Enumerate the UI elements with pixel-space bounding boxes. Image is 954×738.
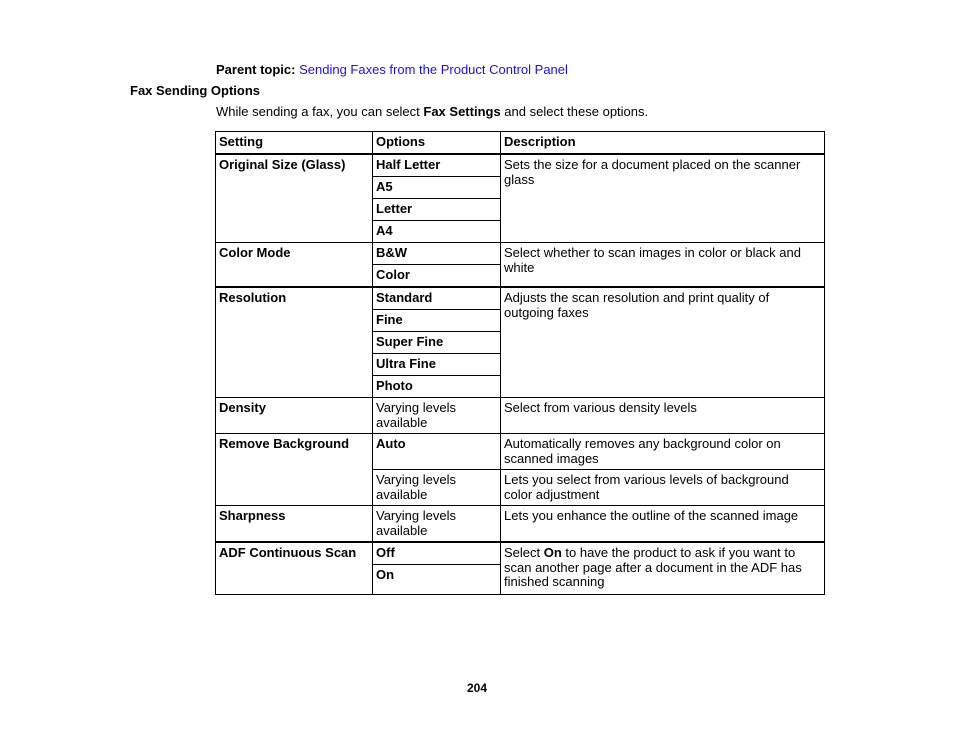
option-cell: Fine [373,310,501,332]
setting-remove-background: Remove Background [216,434,373,506]
adf-desc-after: to have the product to ask if you want to scan another page after a document in the ADF has finished scanning [504,545,802,589]
description-cell [501,542,825,595]
option-cell: Letter [373,199,501,221]
option-cell: Super Fine [373,332,501,354]
option-cell: B&W [373,243,501,265]
adf-desc-bold: On [543,545,562,560]
table-row [216,434,825,470]
parent-topic-label: Parent topic: [216,62,296,77]
table-row [216,506,825,543]
description-cell: Lets you enhance the outline of the scanned image [501,506,825,543]
setting-resolution: Resolution [216,287,373,398]
option-cell: A5 [373,177,501,199]
setting-sharpness: Sharpness [216,506,373,543]
setting-adf-continuous-scan: ADF Continuous Scan [216,542,373,595]
description-cell: Select whether to scan images in color or black and white [501,243,825,288]
table-row [216,398,825,434]
section-title: Fax Sending Options [130,83,261,98]
option-cell: Auto [373,434,501,470]
option-cell: Photo [373,376,501,398]
option-cell: On [373,565,501,595]
table-row [216,542,825,565]
intro-before: While sending a fax, you can select [216,104,424,119]
setting-density: Density [216,398,373,434]
header-setting: Setting [216,132,373,155]
option-cell: Varying levels available [373,470,501,506]
option-cell: Off [373,542,501,565]
table-header-row [216,132,825,155]
option-cell: Ultra Fine [373,354,501,376]
option-cell: Standard [373,287,501,310]
intro-text [216,104,648,120]
option-cell: A4 [373,221,501,243]
header-description: Description [501,132,825,155]
header-options: Options [373,132,501,155]
description-cell: Automatically removes any background color on scanned images [501,434,825,470]
table-row [216,243,825,265]
page-number: 204 [466,681,488,695]
fax-options-table [215,131,825,595]
setting-color-mode: Color Mode [216,243,373,288]
option-cell: Varying levels available [373,398,501,434]
description-cell: Sets the size for a document placed on the scanner glass [501,154,825,243]
option-cell: Varying levels available [373,506,501,543]
option-cell: Half Letter [373,154,501,177]
description-cell: Adjusts the scan resolution and print quality of outgoing faxes [501,287,825,398]
intro-bold: Fax Settings [423,104,501,119]
table-row [216,287,825,310]
option-cell: Color [373,265,501,288]
description-cell: Lets you select from various levels of background color adjustment [501,470,825,506]
setting-original-size: Original Size (Glass) [216,154,373,243]
description-cell: Select from various density levels [501,398,825,434]
parent-topic-link[interactable]: Sending Faxes from the Product Control Panel [299,62,568,77]
parent-topic [216,62,568,78]
adf-desc-before: Select [504,545,544,560]
intro-after: and select these options. [500,104,649,119]
table-row [216,154,825,177]
